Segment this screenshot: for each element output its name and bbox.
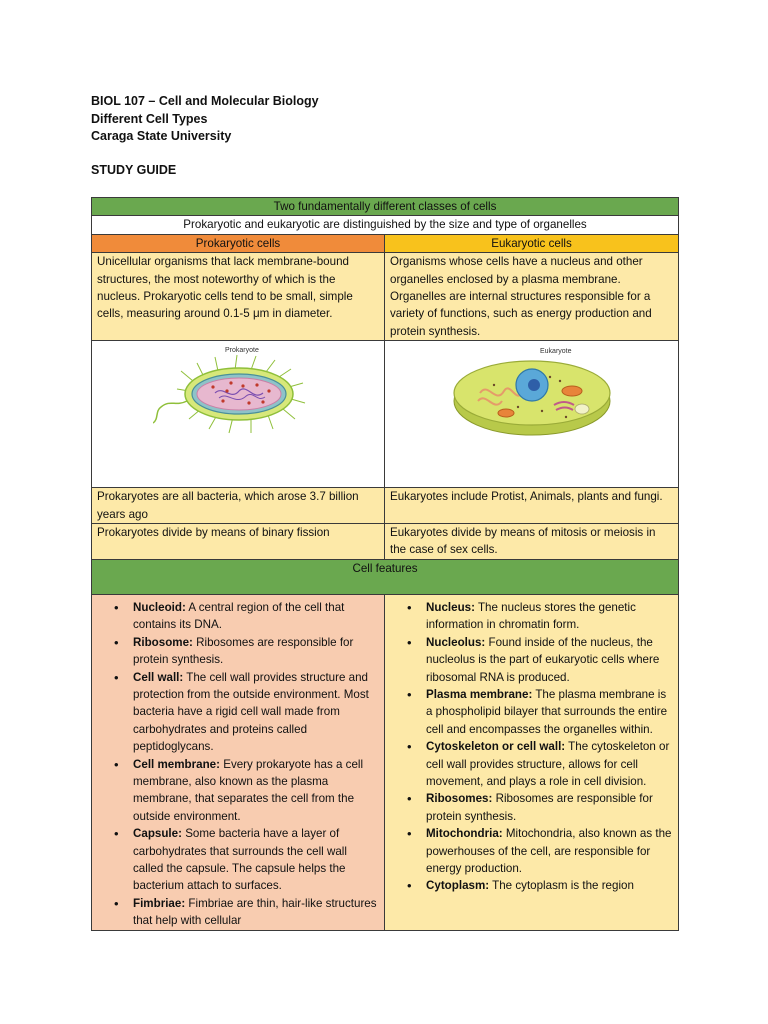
feature-description: The cytoplasm is the region: [489, 879, 634, 893]
prokaryotic-header: Prokaryotic cells: [92, 234, 385, 252]
eukaryote-feature-item: [426, 634, 673, 686]
prokaryote-features-cell: [92, 594, 385, 930]
course-title: BIOL 107 – Cell and Molecular Biology: [91, 94, 319, 108]
school-name: Caraga State University: [91, 129, 232, 143]
document-header: [91, 93, 319, 146]
feature-term: Cell wall:: [133, 670, 184, 684]
feature-term: Cell membrane:: [133, 757, 220, 771]
feature-term: Plasma membrane:: [426, 687, 533, 701]
prokaryote-feature-item: [133, 634, 379, 669]
study-guide-heading: STUDY GUIDE: [91, 163, 177, 177]
feature-term: Nucleolus:: [426, 635, 486, 649]
feature-term: Fimbriae:: [133, 896, 186, 910]
feature-description: Ribosomes are responsible for protein synthesis.: [133, 635, 354, 667]
feature-description: Ribosomes are responsible for protein synthesis.: [426, 792, 653, 823]
prokaryote-feature-item: [133, 825, 379, 895]
prokaryote-feature-item: [133, 756, 379, 826]
topic-title: Different Cell Types: [91, 111, 208, 126]
feature-description: Mitochondria, also known as the powerhouses of the cell, are responsible for energy production.: [426, 827, 672, 875]
eukaryote-diagram-title: Eukaryote: [539, 348, 572, 356]
eukaryote-features-list: [390, 599, 673, 895]
prokaryote-diagram: [153, 341, 323, 445]
feature-term: Nucleus:: [426, 600, 475, 614]
feature-description: Found inside of the nucleus, the nucleolus is the part of eukaryotic cells where ribosomal RNA is produced.: [426, 635, 660, 684]
feature-term: Mitochondria:: [426, 827, 503, 841]
prokaryote-feature-item: [133, 669, 379, 756]
prokaryote-image-cell: [92, 341, 385, 488]
eukaryotic-definition: Organisms whose cells have a nucleus and other organelles enclosed by a plasma membrane. Organelles are internal structures responsible for a variety of functions, such as energy production and protein synthesis.: [385, 253, 679, 341]
feature-description: The cell wall provides structure and protection from the outside environment. Most bacteria have a rigid cell wall made from carbohydrates and proteins called peptidoglycans.: [133, 670, 369, 754]
table-title: Two fundamentally different classes of cells: [92, 198, 679, 216]
eukaryotic-header: Eukaryotic cells: [385, 234, 679, 252]
feature-description: The plasma membrane is a phospholipid bilayer that surrounds the entire cell and encompasses the organelles within.: [426, 687, 668, 736]
eukaryote-division: Eukaryotes divide by means of mitosis or meiosis in the case of sex cells.: [385, 524, 679, 560]
eukaryote-feature-item: [426, 877, 673, 894]
feature-term: Ribosome:: [133, 635, 193, 649]
prokaryote-features-list: [97, 599, 379, 930]
feature-description: The cytoskeleton or cell wall provides structure, allows for cell movement, and plays a role in cell division.: [426, 740, 670, 788]
eukaryote-image-cell: [385, 341, 679, 488]
prokaryote-diagram-title: Prokaryote: [225, 347, 259, 355]
comparison-table: [91, 197, 679, 931]
eukaryote-feature-item: [426, 825, 673, 877]
prokaryote-feature-item: [133, 599, 379, 634]
eukaryote-feature-item: [426, 790, 673, 825]
prokaryotic-definition: Unicellular organisms that lack membrane-bound structures, the most noteworthy of which is the nucleus. Prokaryotic cells tend to be small, simple cells, measuring around 0.1-5 μm in diameter.: [92, 253, 385, 341]
feature-description: Fimbriae are thin, hair-like structures that help with cellular: [133, 896, 377, 928]
eukaryote-feature-item: [426, 738, 673, 790]
table-subtitle: Prokaryotic and eukaryotic are distinguished by the size and type of organelles: [92, 216, 679, 234]
feature-description: Every prokaryote has a cell membrane, also known as the plasma membrane, that separates the cell from the outside environment.: [133, 757, 364, 823]
prokaryote-bacteria: Prokaryotes are all bacteria, which arose 3.7 billion years ago: [92, 488, 385, 524]
prokaryote-division: Prokaryotes divide by means of binary fission: [92, 524, 385, 560]
eukaryote-feature-item: [426, 686, 673, 738]
feature-term: Cytoskeleton or cell wall:: [426, 740, 566, 754]
cell-features-header: Cell features: [92, 559, 679, 594]
eukaryote-kingdoms: Eukaryotes include Protist, Animals, plants and fungi.: [385, 488, 679, 524]
eukaryote-diagram: [432, 341, 632, 445]
eukaryote-feature-item: [426, 599, 673, 634]
prokaryote-feature-item: [133, 895, 379, 930]
feature-description: The nucleus stores the genetic information in chromatin form.: [426, 600, 636, 632]
feature-description: Some bacteria have a layer of carbohydrates that surrounds the cell wall called the capsule. The capsule helps the bacterium attach to surfaces.: [133, 827, 347, 893]
feature-term: Ribosomes:: [426, 792, 493, 806]
feature-term: Nucleoid:: [133, 600, 186, 614]
feature-term: Cytoplasm:: [426, 879, 490, 893]
feature-description: A central region of the cell that contains its DNA.: [133, 600, 345, 632]
eukaryote-features-cell: [385, 594, 679, 930]
feature-term: Capsule:: [133, 827, 182, 841]
